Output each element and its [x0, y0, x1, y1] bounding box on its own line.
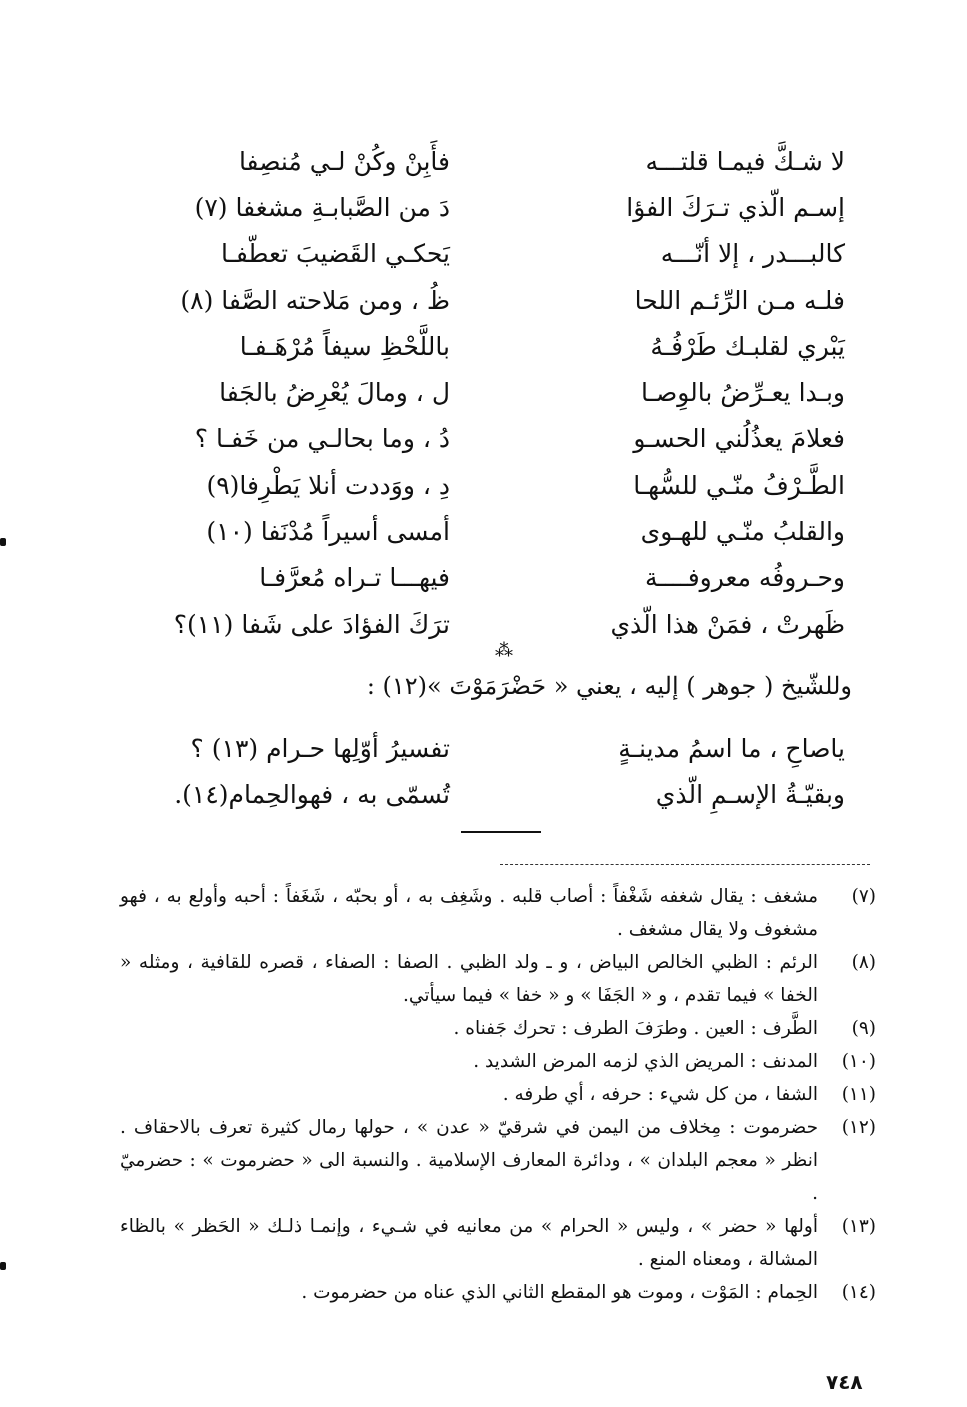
verse-first-hemistich: يَبْري لقلبـك طَرْفُـهُ: [650, 331, 845, 361]
verse-first-hemistich: الطَّـرْفُ منّـي للسُّهـا: [633, 470, 845, 500]
verse-line: [180, 231, 845, 277]
verse-second-hemistich: فأَبِنْ وكُنْ لـي مُنصِفا: [238, 146, 450, 176]
verse-line: [174, 771, 845, 817]
verse-line: [180, 555, 845, 601]
verse-line: [180, 323, 845, 369]
footnote-text: الرئم : الظبي الخالص البياض ، و ـ ولد الظبي . الصفا : الصفاء ، قصره للقافية ، ومثله « الخفا » فيما تقدم ، و « الجَفَا » و « خفا » فيما سيأتي.: [120, 952, 818, 1006]
footnote-separator: [500, 864, 870, 865]
verse-first-hemistich: وحـروفُه معروفــــة: [645, 563, 845, 593]
footnote-number: (١٠): [841, 1051, 876, 1072]
section-divider-stars: ⁂: [495, 640, 515, 661]
footnotes: [120, 880, 880, 1309]
poem-verses: [173, 138, 845, 647]
verse-first-hemistich: والقلبُ منّـي للهـوى: [640, 517, 845, 547]
verse-line: [180, 416, 845, 462]
verse-first-hemistich: ظَهرتْ ، فمَنْ هذا الّذي: [610, 609, 845, 639]
scan-speck: [0, 538, 6, 546]
page-number: ٧٤٨: [826, 1370, 863, 1394]
scan-speck: [0, 1262, 6, 1270]
footnote-item: [120, 880, 880, 946]
verse-second-hemistich: دَ من الصَّبابـةِ مشغفا (٧): [194, 192, 450, 222]
footnote-item: [120, 946, 880, 1012]
verse-first-hemistich: لا شـكَّ فيمـا قلتـــه: [645, 146, 845, 176]
footnote-number: (١٤): [841, 1282, 876, 1303]
verse-line: [180, 277, 845, 323]
verse-second-hemistich: أمسى أسيراً مُدْنَفا (١٠): [206, 517, 450, 547]
verse-line: [180, 508, 845, 554]
footnote-number: (٩): [851, 1018, 876, 1039]
verse-line: [180, 725, 845, 771]
verse-second-hemistich: باللَّحْظِ سيفاً مُرْهَـفـا: [239, 331, 450, 361]
footnote-number: (١١): [841, 1084, 876, 1105]
verse-first-hemistich: فلـه مـن الرِّئـم اللحا: [634, 285, 845, 315]
footnote-text: أولها « حضر » ، وليس « الحرام » من معانيه في شـيء ، وإنمـا ذلـك « الحَظر » بالظاء المشالة ، ومعناه المنع .: [120, 1216, 818, 1270]
footnote-item: [120, 1111, 880, 1210]
footnote-text: الطَّرف : العين . وطرَفَ الطرف : تحرك جَفناه .: [453, 1018, 818, 1039]
verse-first-hemistich: إسـم الّذي تـرَكَ الفؤا: [626, 192, 845, 222]
verse-second-hemistich: ظُ ، ومن مَلاحته الصَّفا (٨): [180, 285, 450, 315]
footnote-text: مشغف : يقال شغفه شَغْفاً : أصاب قلبه . وشَغِف به ، أو بحبّه ، شَغَفاً : أحبه وأولع به ، فهو مشغوف ولا يقال مشغف .: [120, 886, 818, 940]
footnote-number: (١٣): [841, 1216, 876, 1237]
verse-line: [180, 369, 845, 415]
poem-verses-2: [174, 725, 845, 817]
footnote-item: [120, 1276, 880, 1309]
footnote-item: [120, 1045, 880, 1078]
footnote-item: [120, 1210, 880, 1276]
footnote-text: المدنف : المريض الذي لزمه المرض الشديد .: [473, 1051, 818, 1072]
verse-second-hemistich: ترَكَ الفؤادَ على شَفا (١١)؟: [173, 609, 450, 639]
verse-first-hemistich: وبـدا يعـرِّضُ بالوِصـا: [641, 378, 845, 408]
verse-second-hemistich: تفسيرُ أوّلِها حـرام (١٣) ؟: [190, 733, 450, 763]
verse-second-hemistich: يَحكـي القَضيبَ تعطّفـا: [220, 239, 450, 269]
verse-first-hemistich: كالبـــدر ، إلا أنّـــه: [660, 239, 845, 269]
footnote-item: [120, 1012, 880, 1045]
footnote-text: حضرموت : مِخلاف من اليمن في شرقيّ « عدن » ، حولها رمال كثيرة تعرف بالاحقاف . انظر « معجم البلدان » ، ودائرة المعارف الإسلامية . والنسبة الى « حضرموت » : حضرميّ .: [120, 1117, 818, 1204]
verse-line: [180, 138, 845, 184]
footnote-number: (١٢): [841, 1117, 876, 1138]
footnote-item: [120, 1078, 880, 1111]
verse-first-hemistich: وبقيّـةُ الإسـمِ الّذي: [655, 779, 845, 809]
verse-first-hemistich: ياصاحِ ، ما اسمُ مدينـةٍ: [618, 733, 845, 763]
verse-second-hemistich: فيهـــا تـراه مُعرَّفـا: [259, 563, 450, 593]
verse-line: [180, 184, 845, 230]
section-intro: وللشّيخ ( جوهر ) إليه ، يعني « حَضْرَمَوْتَ »(١٢) :: [366, 672, 852, 700]
verse-second-hemistich: دُ ، وما بحالـي من خَفـا ؟: [194, 424, 450, 454]
footnote-number: (٧): [851, 886, 876, 907]
verse-line: [180, 462, 845, 508]
end-of-text-rule: [461, 831, 541, 833]
verse-first-hemistich: فعلامَ يعذُلُني الحسـو: [633, 424, 845, 454]
verse-second-hemistich: ل ، ومالَ يُعْرِضُ بالجَفا: [219, 378, 450, 408]
verse-second-hemistich: تُسمّى به ، فهوالحِمام(١٤).: [174, 779, 450, 809]
footnote-number: (٨): [851, 952, 876, 973]
verse-second-hemistich: دِ ، ووَددت أنلا يَطْرِفا(٩): [206, 470, 450, 500]
footnote-text: الحِمام : المَوْت ، وموت هو المقطع الثاني الذي عناه من حضرموت .: [301, 1282, 818, 1303]
footnote-text: الشفا ، من كل شيء : حرفه ، أي طرفه .: [502, 1084, 818, 1105]
